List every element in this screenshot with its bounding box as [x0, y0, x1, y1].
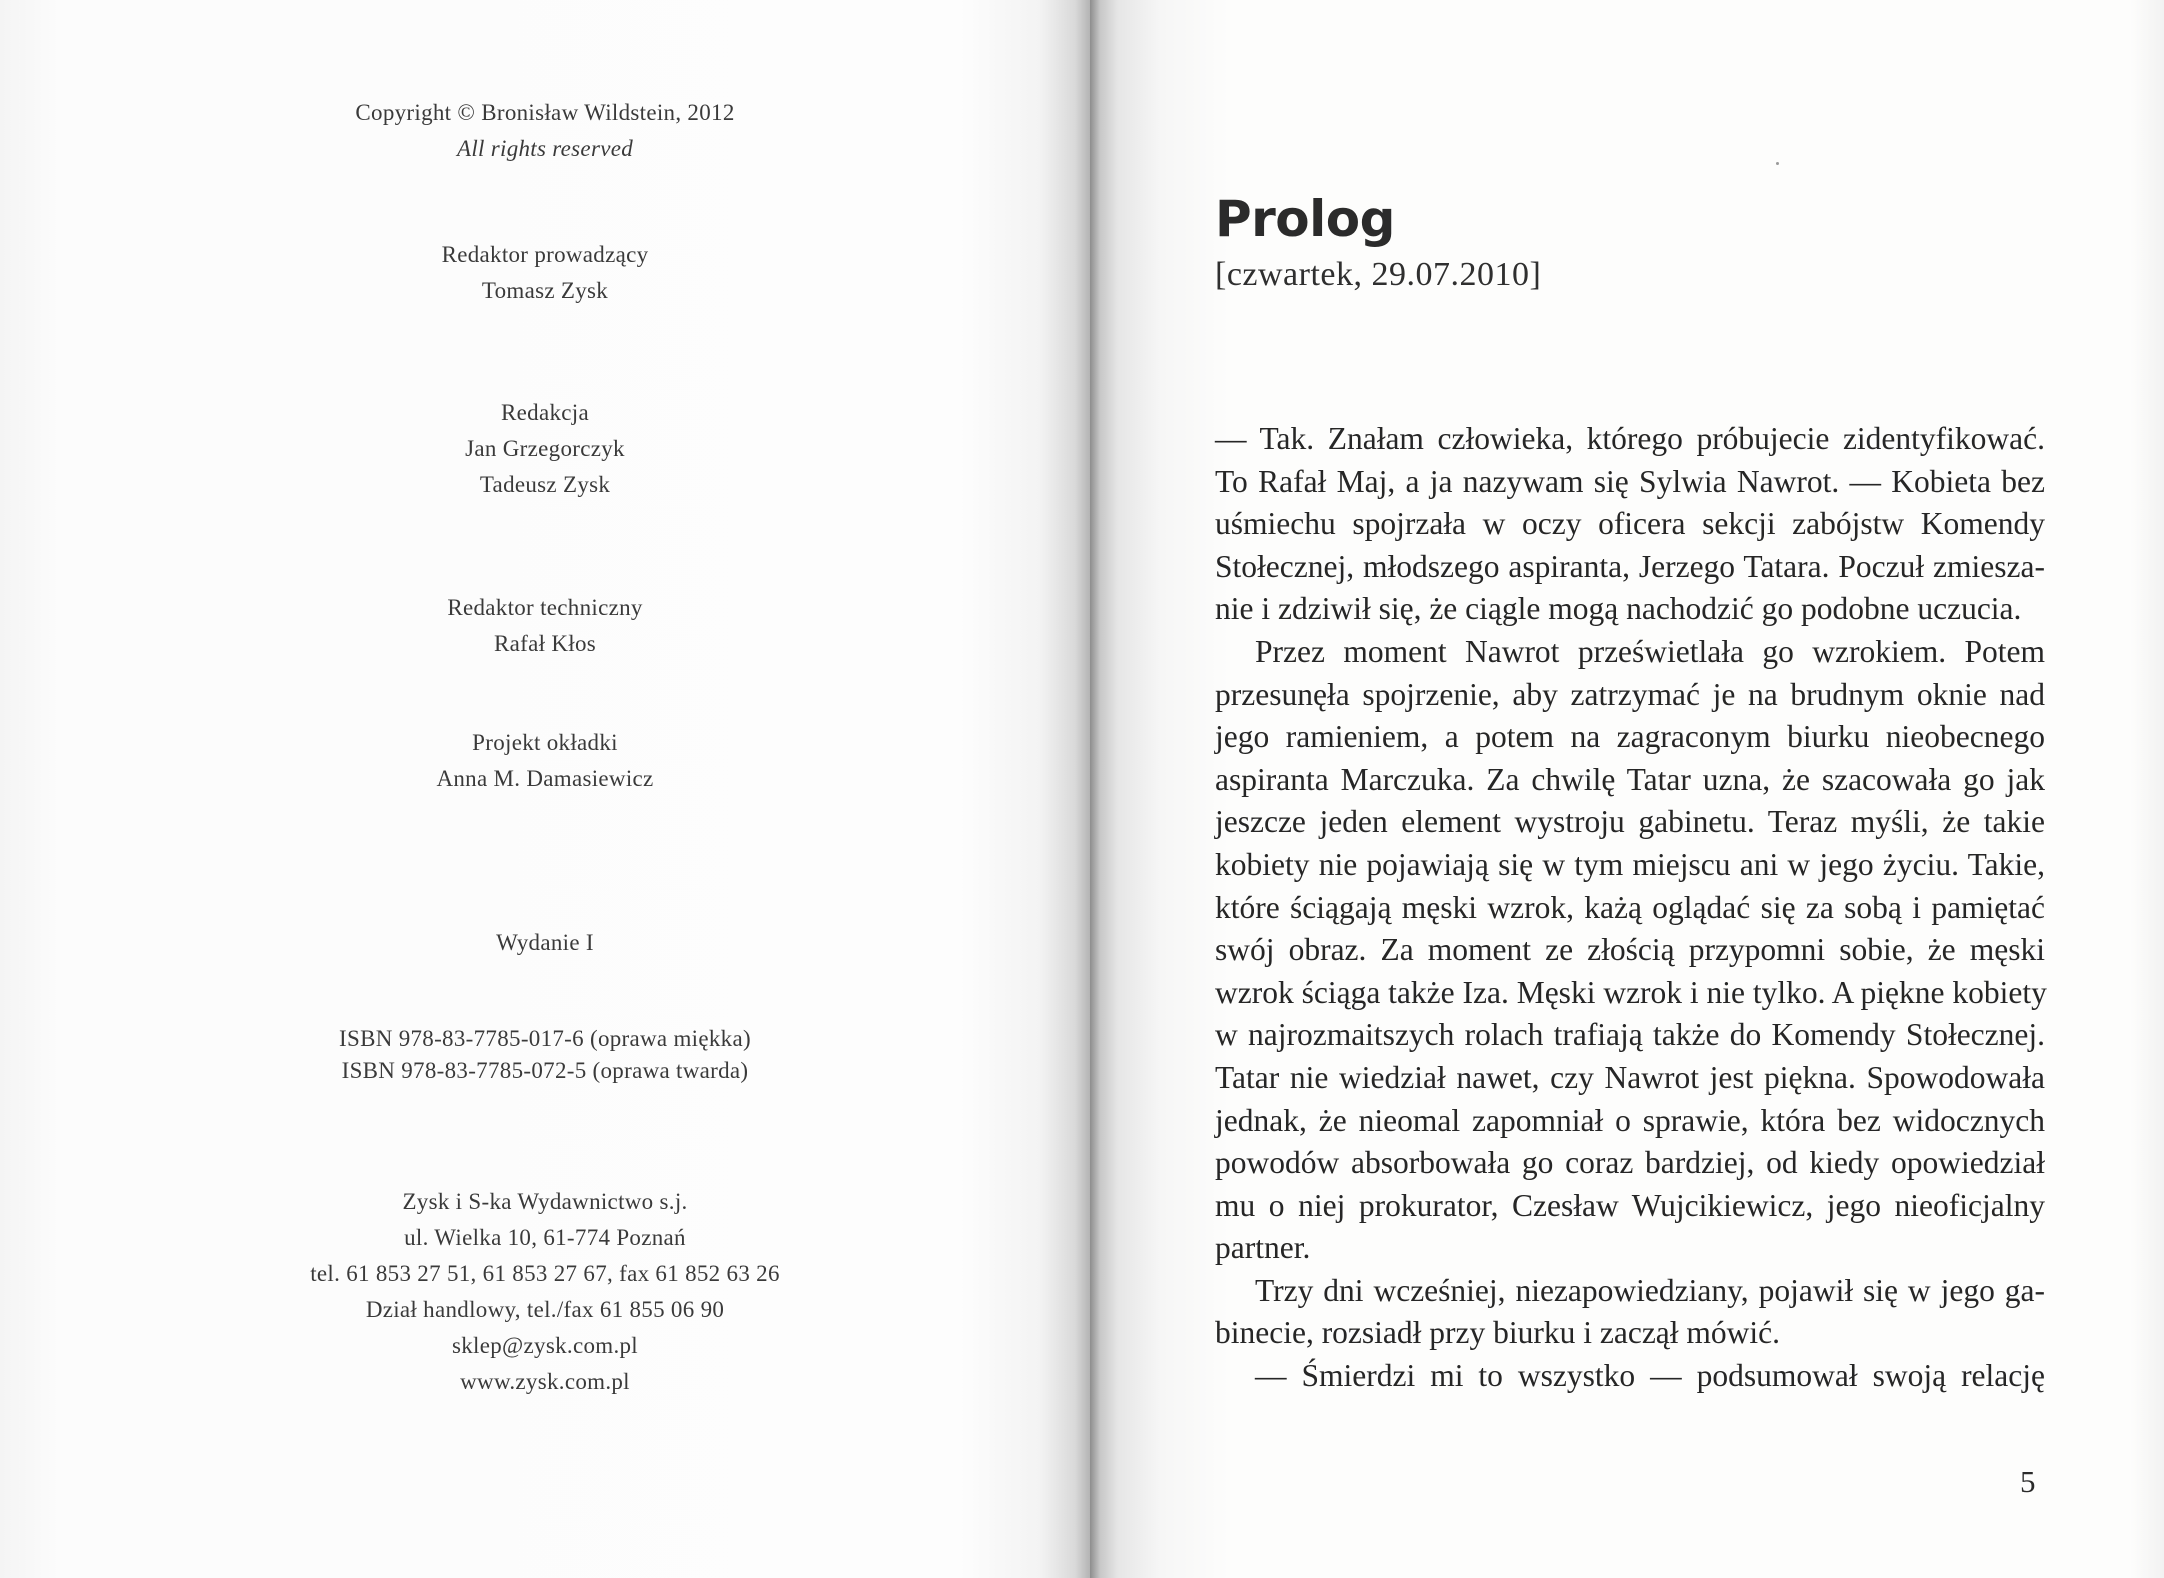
credit-name: Rafał Kłos: [493, 631, 596, 656]
isbn-block: [0, 1023, 1090, 1087]
text-line: w najrozmaitszych rolach trafiają także do Komendy Stołecznej.: [1215, 1017, 2045, 1053]
text-line: swój obraz. Za moment ze złością przypomni sobie, że męski: [1215, 932, 2045, 968]
text-line: Przez moment Nawrot prześwietlała go wzrokiem. Potem: [1255, 633, 2045, 669]
publisher-sales: Dział handlowy, tel./fax 61 855 06 90: [365, 1297, 725, 1322]
edition-block: [0, 925, 1090, 961]
copyright-line: Copyright © Bronisław Wildstein, 2012: [355, 100, 735, 125]
editing-block: [0, 395, 1090, 503]
text-line: — Tak. Znałam człowieka, którego próbujecie zidentyfikować.: [1215, 421, 2045, 456]
publisher-phone: tel. 61 853 27 51, 61 853 27 67, fax 61 852 63 26: [310, 1261, 780, 1286]
copyright-block: [0, 95, 1090, 167]
text-line: — Śmierdzi mi to wszystko — podsumował swoją relację: [1255, 1358, 2045, 1394]
technical-editor-block: [0, 590, 1090, 662]
isbn-line: ISBN 978-83-7785-017-6 (oprawa miękka): [339, 1026, 751, 1051]
text-line: Tatar nie wiedział nawet, czy Nawrot jest piękna. Spowodowała: [1215, 1059, 2045, 1095]
chapter-body: [1215, 418, 2045, 1398]
cover-design-block: [0, 725, 1090, 797]
managing-editor-block: [0, 237, 1090, 309]
text-line: binecie, rozsiadł przy biurku i zaczął mówić.: [1215, 1315, 1781, 1351]
text-line: mu o niej prokurator, Czesław Wujcikiewicz, jego nieoficjalny: [1215, 1187, 2045, 1223]
text-line: To Rafał Maj, a ja nazywam się Sylwia Nawrot. — Kobieta bez: [1215, 463, 2045, 499]
text-line: Trzy dni wcześniej, niezapowiedziany, pojawił się w jego ga-: [1255, 1272, 2045, 1308]
publisher-email: sklep@zysk.com.pl: [452, 1333, 638, 1358]
chapter-title: Prolog: [1215, 190, 1395, 248]
rights-line: All rights reserved: [456, 136, 634, 161]
text-line: jednak, że nieomal zapomniał o sprawie, która bez widocznych: [1215, 1102, 2045, 1138]
publisher-name: Zysk i S-ka Wydawnictwo s.j.: [402, 1189, 688, 1214]
text-line: kobiety nie pojawiają się w tym miejscu ani w jego życiu. Takie,: [1215, 846, 2045, 882]
credit-name: Tadeusz Zysk: [479, 472, 611, 497]
credit-role: Projekt okładki: [472, 730, 618, 755]
chapter-date: [czwartek, 29.07.2010]: [1215, 256, 1542, 293]
text-line: wzrok ściąga także Iza. Męski wzrok i nie tylko. A piękne kobiety: [1215, 974, 2047, 1010]
text-line: przesunęła spojrzenie, aby zatrzymać je na brudnym oknie nad: [1215, 676, 2045, 712]
credit-name: Jan Grzegorczyk: [465, 436, 625, 461]
publisher-website: www.zysk.com.pl: [460, 1369, 630, 1394]
credit-role: Redaktor techniczny: [447, 595, 643, 620]
paper-speck: [1776, 162, 1779, 165]
credit-name: Anna M. Damasiewicz: [436, 766, 654, 791]
text-line: nie i zdziwił się, że ciągle mogą nachodzić go podobne uczucia.: [1215, 591, 2022, 627]
text-line: Stołecznej, młodszego aspiranta, Jerzego Tatara. Poczuł zmiesza-: [1215, 548, 2045, 584]
credit-role: Redaktor prowadzący: [441, 242, 649, 267]
publisher-address: ul. Wielka 10, 61-774 Poznań: [404, 1225, 686, 1250]
text-line: partner.: [1215, 1230, 1311, 1266]
text-line: jeszcze jeden element wystroju gabinetu. Teraz myśli, że takie: [1215, 804, 2045, 840]
text-line: aspiranta Marczuka. Za chwilę Tatar uzna, że szacowała go jak: [1215, 761, 2045, 797]
text-line: powodów absorbowała go coraz bardziej, od kiedy opowiedział: [1215, 1145, 2045, 1181]
text-line: jego ramieniem, a potem na zagraconym biurku nieobecnego: [1215, 719, 2045, 755]
page-number: 5: [2020, 1464, 2036, 1499]
credit-role: Redakcja: [501, 400, 589, 425]
isbn-line: ISBN 978-83-7785-072-5 (oprawa twarda): [341, 1058, 749, 1083]
edition-line: Wydanie I: [496, 930, 594, 955]
text-line: które ściągają męski wzrok, każą oglądać się za sobą i pamiętać: [1215, 889, 2045, 925]
text-line: uśmiechu spojrzała w oczy oficera sekcji zabójstw Komendy: [1215, 506, 2045, 542]
publisher-block: [0, 1184, 1090, 1400]
credit-name: Tomasz Zysk: [481, 278, 609, 303]
